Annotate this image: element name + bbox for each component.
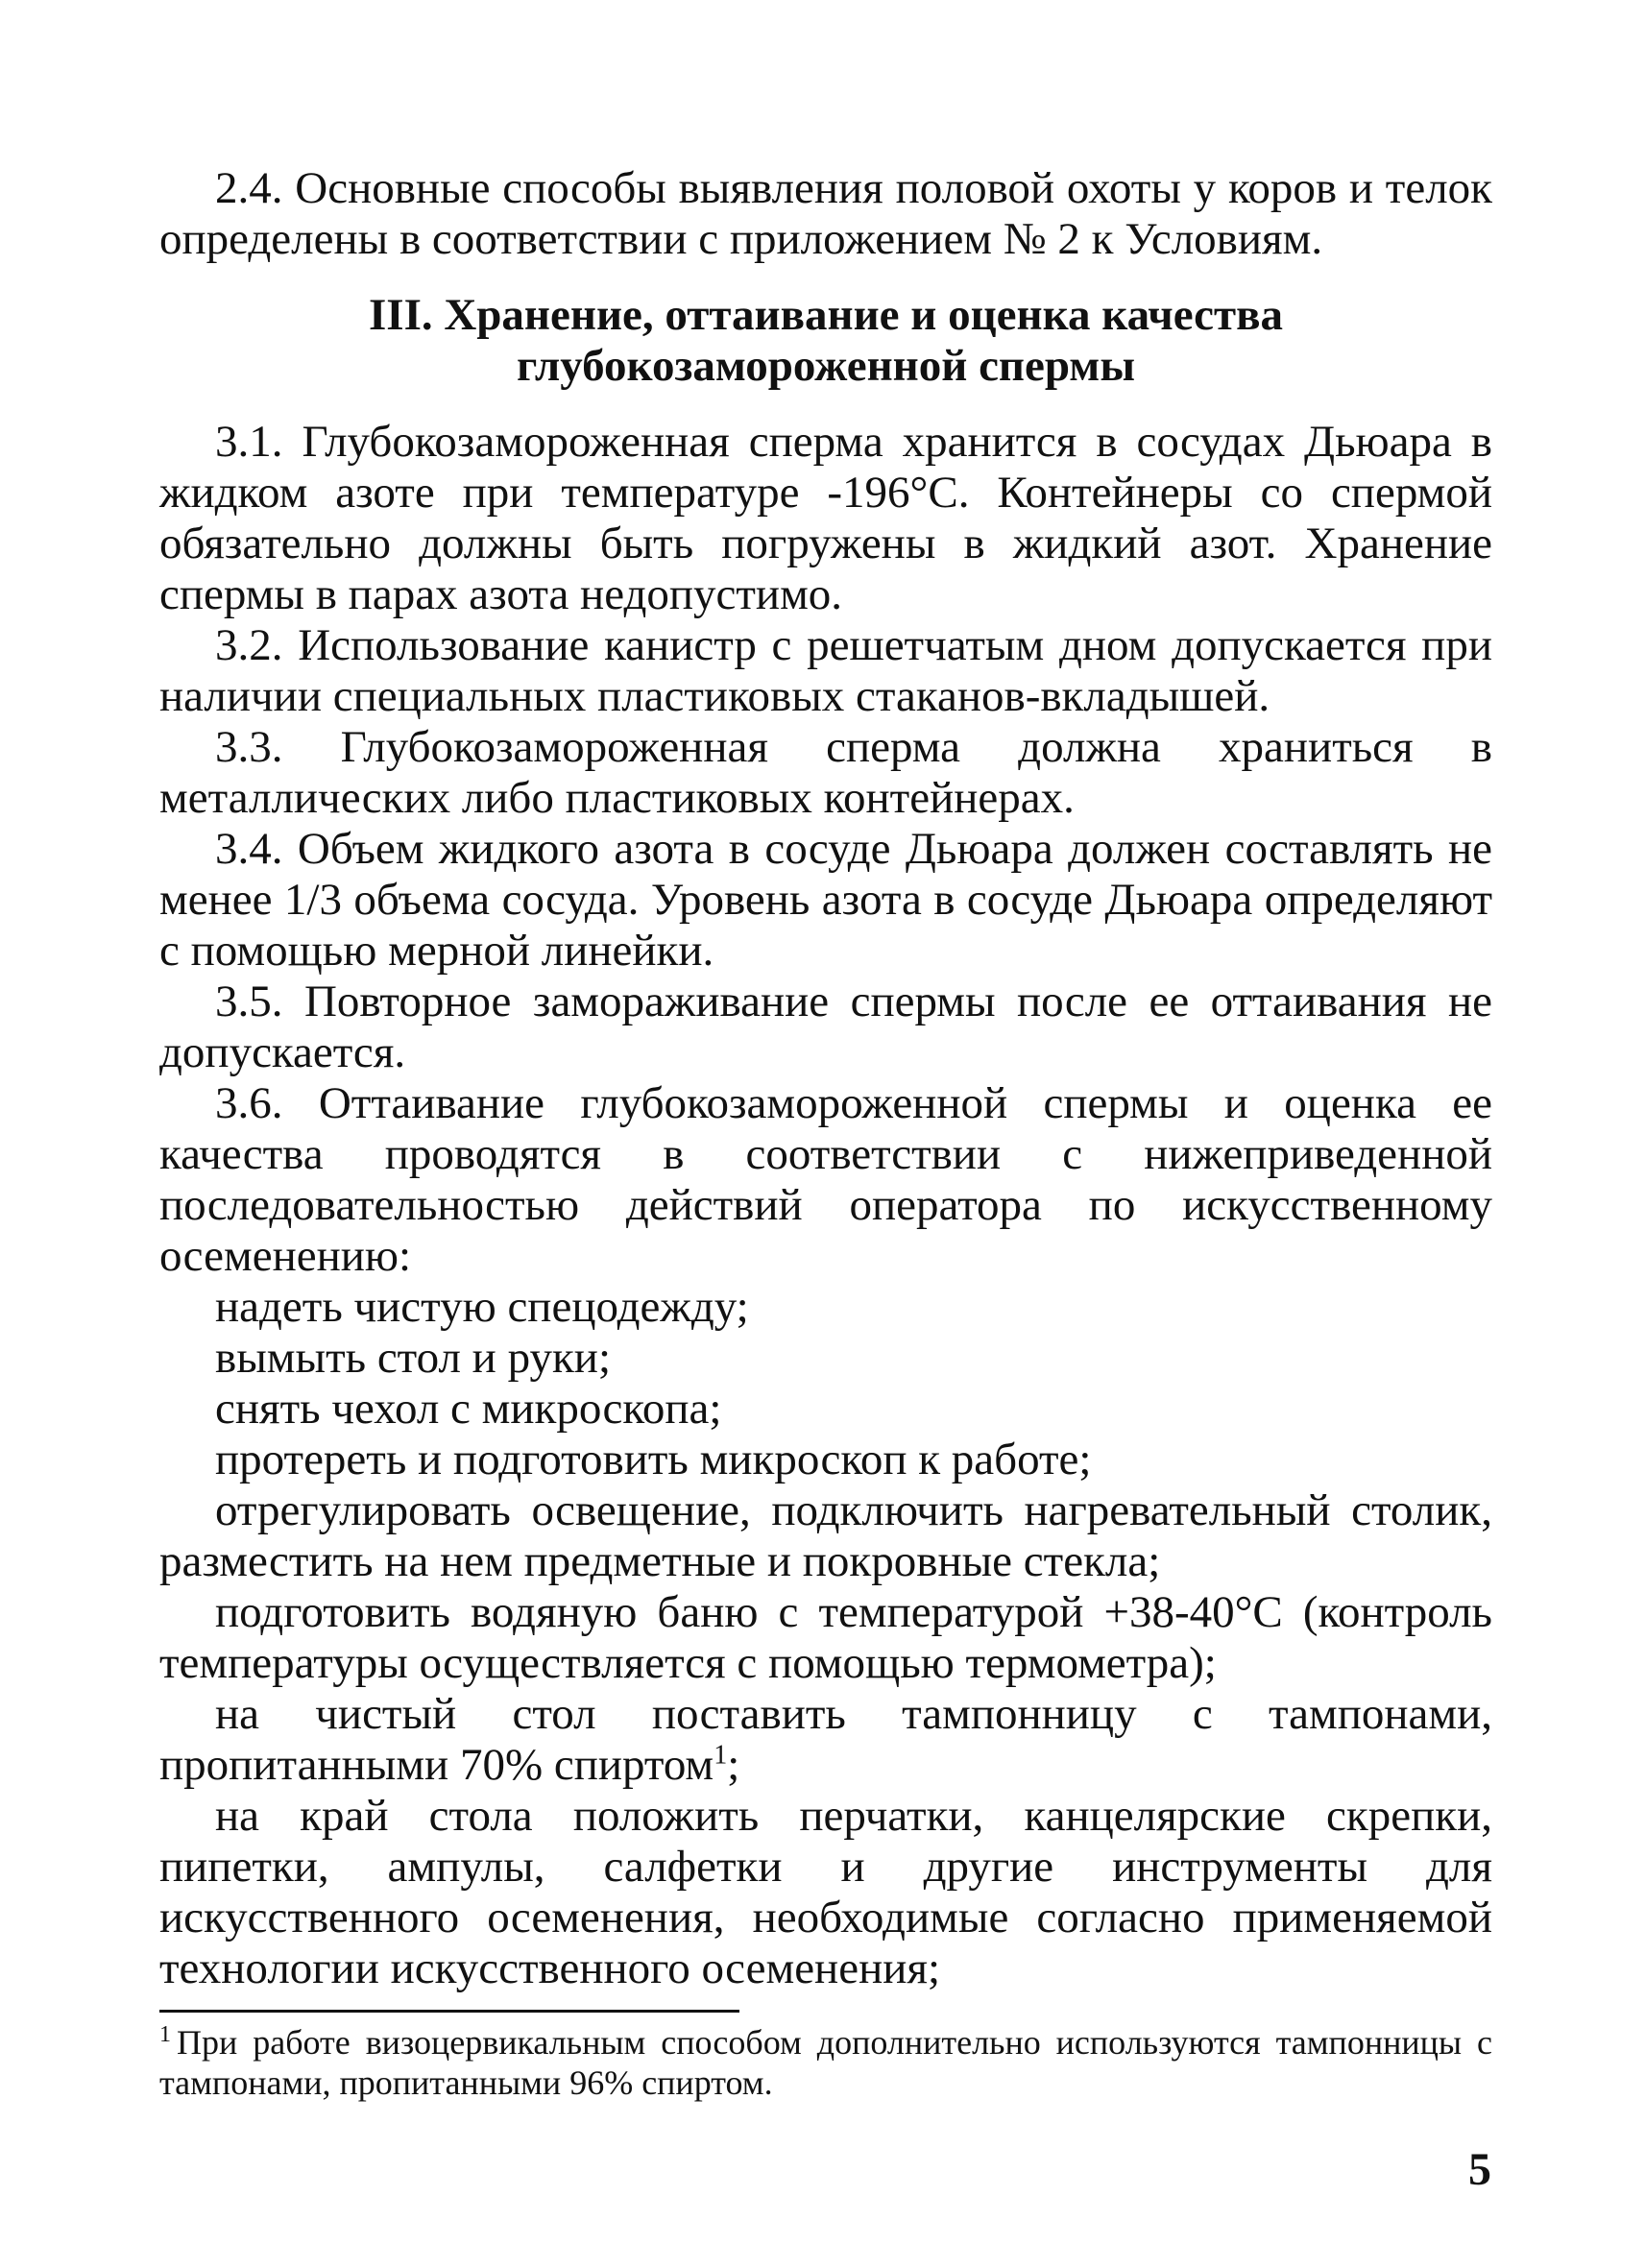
- footnote-reference: 1: [714, 1740, 728, 1771]
- list-item: на край стола положить перчатки, канцелярские скрепки, пипетки, ампулы, салфетки и другие инструменты для искусственного осеменения, необходимые согласно применяемой технологии искусственного осеменения;: [159, 1791, 1492, 1993]
- paragraph-3-4: 3.4. Объем жидкого азота в сосуде Дьюара должен составлять не менее 1/3 объема сосуда. Уровень азота в сосуде Дьюара определяют с помощью мерной линейки.: [159, 824, 1492, 976]
- footnote: [159, 2022, 1492, 2103]
- list-item: протереть и подготовить микроскоп к работе;: [215, 1435, 1092, 1484]
- list-item: отрегулировать освещение, подключить нагревательный столик, разместить на нем предметные и покровные стекла;: [159, 1485, 1492, 1586]
- paragraph-3-6: 3.6. Оттаивание глубокозамороженной спермы и оценка ее качества проводятся в соответствии с нижеприведенной последовательностью действий оператора по искусственному осеменению:: [159, 1078, 1492, 1281]
- paragraph-2-4: 2.4. Основные способы выявления половой охоты у коров и телок определены в соответствии с приложением № 2 к Условиям.: [159, 163, 1492, 264]
- paragraph-3-1: 3.1. Глубокозамороженная сперма хранится в сосудах Дьюара в жидком азоте при температуре -196°С. Контейнеры со спермой обязательно должны быть погружены в жидкий азот. Хранение спермы в парах азота недопустимо.: [159, 417, 1492, 619]
- section-heading: [159, 290, 1492, 392]
- list-item: надеть чистую спецодежду;: [215, 1282, 749, 1332]
- list-item-with-footnote: [159, 1689, 1492, 1791]
- page-number: 5: [1468, 2144, 1491, 2195]
- list-item-text: на чистый стол поставить тампонницу с тампонами, пропитанными 70% спиртом: [159, 1689, 1492, 1790]
- list-item: подготовить водяную баню с температурой +38-40°С (контроль температуры осуществляется с помощью термометра);: [159, 1587, 1492, 1688]
- footnote-text: При работе визоцервикальным способом дополнительно используются тампонницы с тампонами, пропитанными 96% спиртом.: [159, 2023, 1492, 2102]
- list-item-tail: ;: [727, 1740, 740, 1790]
- section-heading-line-2: глубокозамороженной спермы: [516, 341, 1136, 391]
- section-heading-line-1: III. Хранение, оттаивание и оценка качества: [368, 290, 1283, 340]
- paragraph-3-3: 3.3. Глубокозамороженная сперма должна храниться в металлических либо пластиковых контейнерах.: [159, 722, 1492, 823]
- footnote-divider: [159, 2010, 739, 2013]
- list-item: снять чехол с микроскопа;: [215, 1384, 722, 1434]
- paragraph-3-2: 3.2. Использование канистр с решетчатым дном допускается при наличии специальных пластиковых стаканов-вкладышей.: [159, 620, 1492, 721]
- list-item: вымыть стол и руки;: [215, 1333, 612, 1383]
- document-body: [159, 163, 1492, 1994]
- paragraph-3-5: 3.5. Повторное замораживание спермы после ее оттаивания не допускается.: [159, 977, 1492, 1077]
- footnote-mark: 1: [159, 2022, 171, 2047]
